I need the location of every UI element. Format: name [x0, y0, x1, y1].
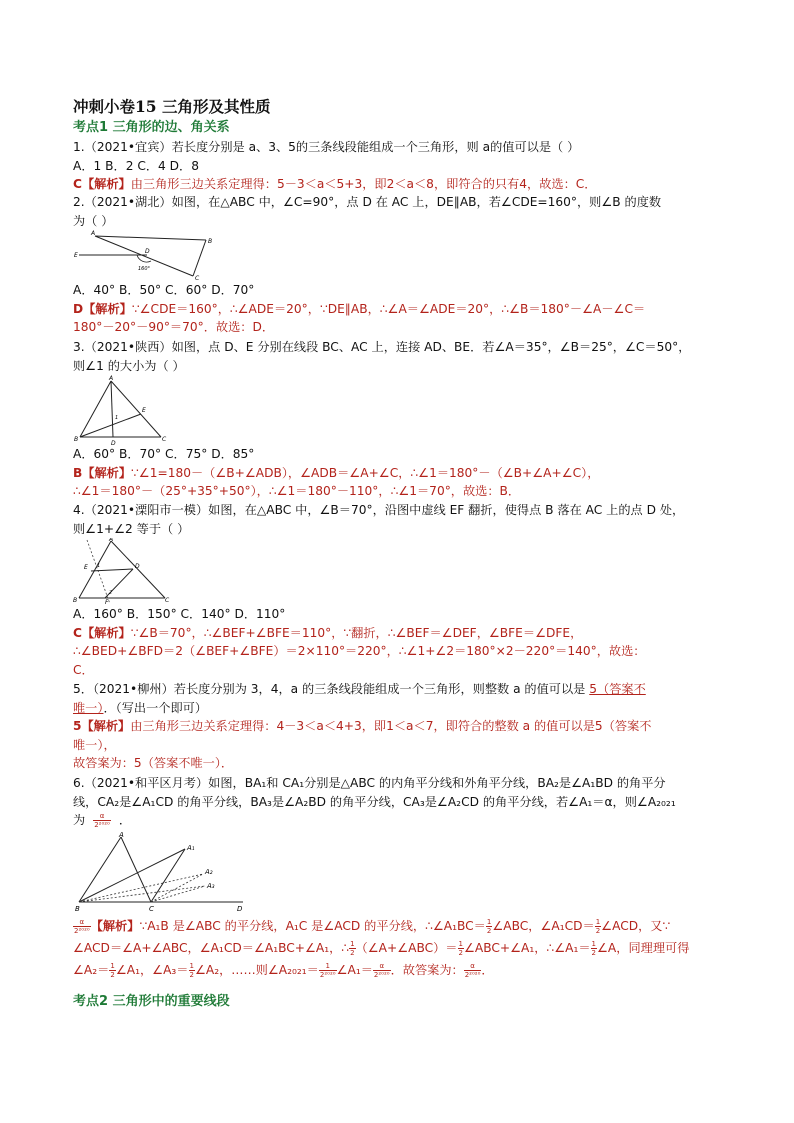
q2-stem-line2: 为（ ） — [73, 213, 114, 228]
q3-label-b: B — [74, 436, 79, 443]
q6-fill-fraction: $\frac{\alpha}{\text{2²⁰²⁰}}$ — [94, 812, 110, 829]
q5-stem-1a: 5．（2021•柳州）若长度分别为 3，4，a 的三条线段能组成一个三角形，则整数 a 的值可以是 — [73, 682, 590, 696]
q2-label-e: E — [74, 252, 78, 259]
q6-figure — [73, 832, 248, 916]
question-5 — [73, 680, 733, 773]
question-1 — [73, 138, 733, 194]
q4-angle-2: 2 — [109, 590, 113, 596]
q5-fill-answer-1: 5（答案不 — [589, 682, 646, 696]
q3-answer-line2: ∴∠1＝180°－（25°+35°+50°），∴∠1＝180°－110°，∴∠1＝70°，故选：B． — [73, 484, 521, 498]
q2-angle-label: 160° — [138, 266, 151, 272]
section-heading-1: 考点1 三角形的边、角关系 — [73, 120, 230, 135]
q3-options: A．60° B．70° C．75° D．85° — [73, 447, 255, 461]
q4-label-b: B — [73, 597, 78, 604]
q2-figure — [73, 230, 223, 284]
q6-label-a: A — [119, 832, 124, 839]
question-6 — [73, 774, 733, 830]
q4-label-a: A — [109, 538, 114, 543]
q5-fill-answer-2: 唯一） — [73, 700, 104, 715]
q5-stem-2b: ．（写出一个即可） — [103, 700, 208, 715]
q6-label-d: D — [237, 905, 243, 912]
q4-label-c: C — [165, 597, 170, 604]
q2-options: A．40° B．50° C．60° D．70° — [73, 283, 255, 297]
q6-stem-3a: 为 — [73, 813, 86, 827]
q1-options: A．1 B．2 C．4 D．8 — [73, 158, 199, 173]
question-3-rest — [73, 445, 733, 501]
q2-label-c: C — [195, 275, 200, 280]
q2-label-b: B — [208, 238, 213, 245]
q3-label-c: C — [162, 436, 167, 443]
q6-stem-line1: 6.（2021•和平区月考）如图，BA₁和 CA₁分别是△ABC 的内角平分线和外角平分线，BA₂是∠A₁BD 的角平分 — [73, 776, 666, 790]
q2-answer-line1: D【解析】∵∠CDE＝160°，∴∠ADE＝20°，∵DE∥AB，∴∠A＝∠ADE＝20°，∴∠B＝180°－∠A－∠C＝ — [73, 301, 646, 316]
q6-label-a3: A₃ — [207, 882, 215, 890]
q4-answer-line1: C【解析】∵∠B＝70°，∴∠BEF+∠BFE＝110°，∵翻折，∴∠BEF＝∠DEF，∠BFE＝∠DFE， — [73, 625, 583, 640]
q3-stem-line1: 3.（2021•陕西）如图，点 D、E 分别在线段 BC、AC 上，连接 AD、BE．若∠A＝35°，∠B＝25°，∠C＝50°， — [73, 340, 691, 354]
page-title: 冲刺小卷15 三角形及其性质 — [73, 97, 271, 116]
q4-angle-1: 1 — [97, 563, 101, 569]
q6-label-c: C — [149, 905, 154, 912]
q6-stem-3b: ． — [118, 813, 132, 827]
q4-label-f: F — [105, 599, 109, 604]
q6-stem-line2: 线，CA₂是∠A₁CD 的角平分线，BA₃是∠A₂BD 的角平分线，CA₃是∠A₂CD 的角平分线，若∠A₁＝α，则∠A₂₀₂₁ — [73, 794, 676, 809]
q4-stem-line1: 4.（2021•溧阳市一模）如图，在△ABC 中，∠B＝70°，沿图中虚线 EF 翻折，使得点 B 落在 AC 上的点 D 处， — [73, 503, 685, 517]
q5-answer-line2: 唯一）， — [73, 737, 116, 752]
q2-label-d: D — [145, 248, 150, 255]
q3-answer-line1: B【解析】∵∠1=180－（∠B+∠ADB），∠ADB＝∠A+∠C，∴∠1＝180°－（∠B+∠A+∠C）， — [73, 465, 600, 480]
q4-figure — [73, 538, 173, 608]
question-4 — [73, 501, 733, 538]
q4-answer-line2: ∴∠BED+∠BFD＝2（∠BEF+∠BFE）＝2×110°＝220°，∴∠1+∠2＝180°×2－220°＝140°，故选： — [73, 644, 646, 658]
q2-label-a: A — [91, 230, 96, 237]
q3-label-d: D — [111, 440, 116, 445]
q6-label-a2: A₂ — [205, 868, 213, 876]
q2-stem-line1: 2.（2021•湖北）如图，在△ABC 中，∠C=90°，点 D 在 AC 上，DE∥AB，若∠CDE=160°，则∠B 的度数 — [73, 195, 662, 209]
section-heading-2: 考点2 三角形中的重要线段 — [73, 994, 230, 1009]
q6-answer: $\frac{\alpha}{\text{2²⁰²⁰}}$ 【解析】∵A₁B 是∠ABC 的平分线，A₁C 是∠ACD 的平分线，∴∠A₁BC＝ $\frac{1}{2}$ ∠ABC，∠A₁CD＝ $\frac{1}{2}$ ∠ACD，又∵ ∠ACD＝∠A+∠ABC，∠A₁CD＝∠A₁BC+∠A₁，∴ $\frac{1}{2}$ （∠A+∠ABC）＝ $\frac{1}{2}$ ∠ABC+∠A₁，∴∠A₁＝ $\frac{1}{2}$ ∠A，同理理可得 ∠A₂＝ $\frac{1}{2}$ ∠A₁，∠A₃＝ $\frac{1}{2}$ ∠A₂，……则∠A₂₀₂₁＝ $\frac{1}{\text{2²⁰²⁰}}$ ∠A₁＝ $\frac{\alpha}{\text{2²⁰²⁰}}$ ．故答案为： $\frac{\alpha}{\text{2²⁰²⁰}}$ ． — [73, 918, 690, 979]
q6-label-b: B — [75, 905, 80, 912]
q4-label-d: D — [135, 563, 140, 570]
question-3 — [73, 338, 733, 375]
q6-label-a1: A₁ — [187, 844, 195, 852]
q1-answer: C【解析】由三角形三边关系定理得：5－3＜a＜5+3，即2＜a＜8，即符合的只有4，故选：C． — [73, 177, 597, 191]
q3-angle-1: 1 — [115, 415, 119, 421]
question-2 — [73, 193, 733, 230]
q4-stem-line2: 则∠1+∠2 等于（ ） — [73, 521, 190, 536]
q5-answer-line3: 故答案为：5（答案不唯一）． — [73, 756, 234, 770]
q3-figure — [73, 375, 173, 449]
q4-label-e: E — [84, 564, 88, 571]
question-4-rest — [73, 605, 733, 679]
q4-answer-line3: C． — [73, 662, 94, 677]
q3-label-e: E — [142, 407, 146, 414]
q2-answer-line2: 180°－20°－90°＝70°．故选：D． — [73, 320, 275, 334]
q3-label-a: A — [109, 375, 114, 382]
q3-stem-line2: 则∠1 的大小为（ ） — [73, 358, 185, 373]
q5-answer-line1: 5【解析】由三角形三边关系定理得：4－3＜a＜4+3，即1＜a＜7，即符合的整数 a 的值可以是5（答案不 — [73, 719, 652, 733]
q1-stem: 1.（2021•宜宾）若长度分别是 a、3、5的三条线段能组成一个三角形，则 a的值可以是（ ） — [73, 140, 580, 154]
q6-answer-head: 【解析】∵A₁B 是∠ABC 的平分线，A₁C 是∠ACD 的平分线，∴∠A₁BC＝ — [90, 919, 486, 933]
q4-options: A．160° B．150° C．140° D．110° — [73, 607, 286, 621]
question-2-rest — [73, 281, 733, 337]
